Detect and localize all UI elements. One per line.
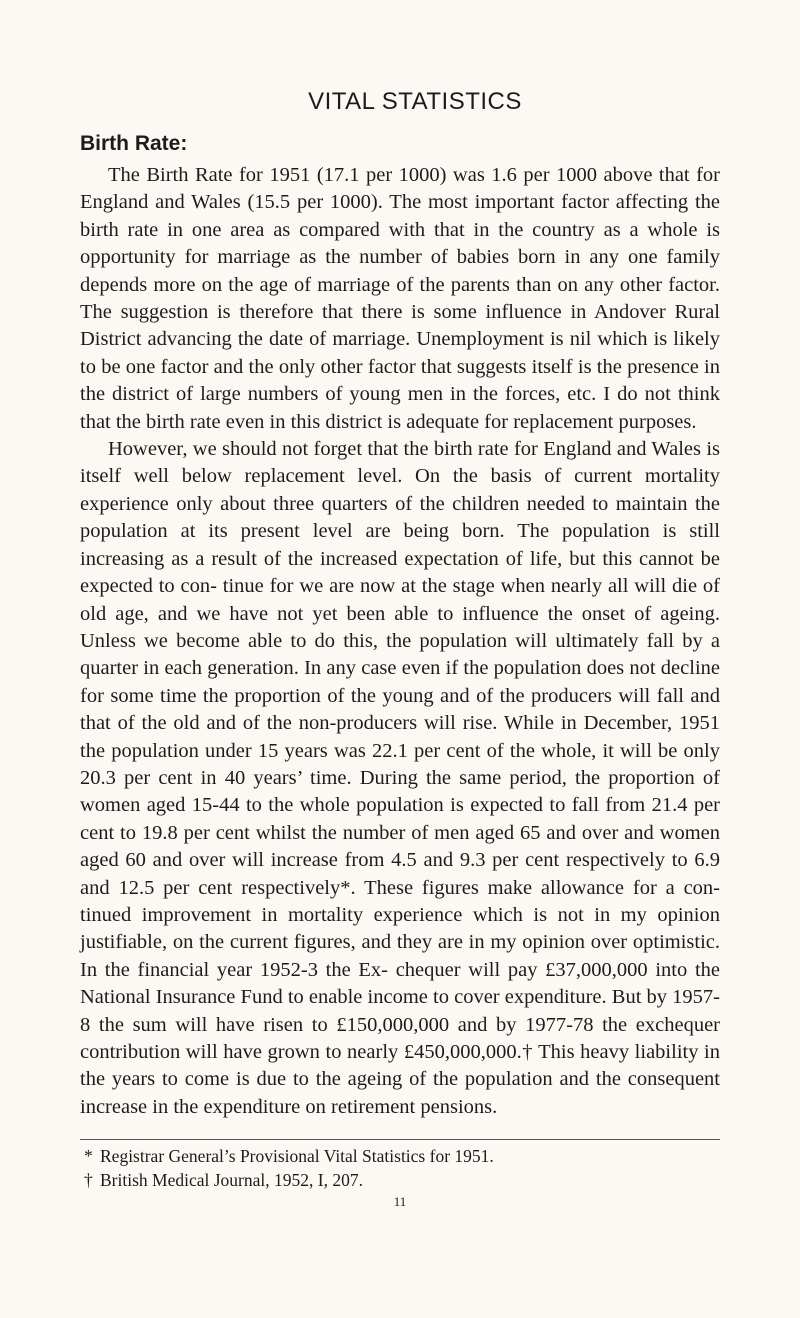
footnote-mark: † (84, 1170, 93, 1191)
footnote-2 (84, 1168, 720, 1192)
paragraph-birth-rate: The Birth Rate for 1951 (17.1 per 1000) was 1.6 per 1000 above that for England and Wales (15.5 per 1000). The most important factor affecting the birth rate in one area as compared with that in the country as a whole is opportunity for marriage as the number of babies born in any one family depends more on the age of marriage of the parents than on any other factor. The suggestion is therefore that there is some influence in Andover Rural District advancing the date of marriage. Unemployment is nil which is likely to be one factor and the only other factor that suggests itself is the presence in the district of large numbers of young men in the forces, etc. I do not think that the birth rate even in this district is adequate for replacement purposes. (80, 164, 720, 433)
footnote-text: British Medical Journal, 1952, I, 207. (100, 1170, 363, 1191)
footnote-mark: * (84, 1146, 93, 1167)
footnote-text: Registrar General’s Provisional Vital Statistics for 1951. (100, 1146, 494, 1167)
section-heading: Birth Rate: (80, 132, 188, 155)
footnote-divider (80, 1139, 720, 1140)
page-title: VITAL STATISTICS (308, 88, 522, 115)
paragraph-replacement-level: However, we should not forget that the birth rate for England and Wales is itself well below replacement level. On the basis of current mortality experience only about three quarters of the children needed to maintain the population at its present level are being born. The population is still increasing as a result of the increased expectation of life, but this cannot be expected to con- tinue for we are now at the stage when nearly all will die of old age, and we have not yet been able to influence the onset of ageing. Unless we become able to do this, the population will ultimately fall by a quarter in each generation. In any case even if the population does not decline for some time the proportion of the young and of the producers will fall and that of the old and of the non-producers will rise. While in December, 1951 the population under 15 years was 22.1 per cent of the whole, it will be only 20.3 per cent in 40 years’ time. During the same period, the proportion of women aged 15-44 to the whole population is expected to fall from 21.4 per cent to 19.8 per cent whilst the number of men aged 65 and over and women aged 60 and over will increase from 4.5 and 9.3 per cent respectively to 6.9 and 12.5 per cent respectively*. These figures make allowance for a con- tinued improvement in mortality experience which is not in my opinion justifiable, on the current figures, and they are in my opinion over optimistic. In the financial year 1952-3 the Ex- chequer will pay £37,000,000 into the National Insurance Fund to enable income to cover expenditure. But by 1957-8 the sum will have risen to £150,000,000 and by 1977-78 the exchequer contribution will have grown to nearly £450,000,000.† This heavy liability in the years to come is due to the ageing of the population and the consequent increase in the expenditure on retirement pensions. (80, 438, 720, 1118)
document-page (80, 88, 720, 1210)
footnote-1 (84, 1144, 720, 1168)
page-number: 11 (393, 1194, 407, 1210)
